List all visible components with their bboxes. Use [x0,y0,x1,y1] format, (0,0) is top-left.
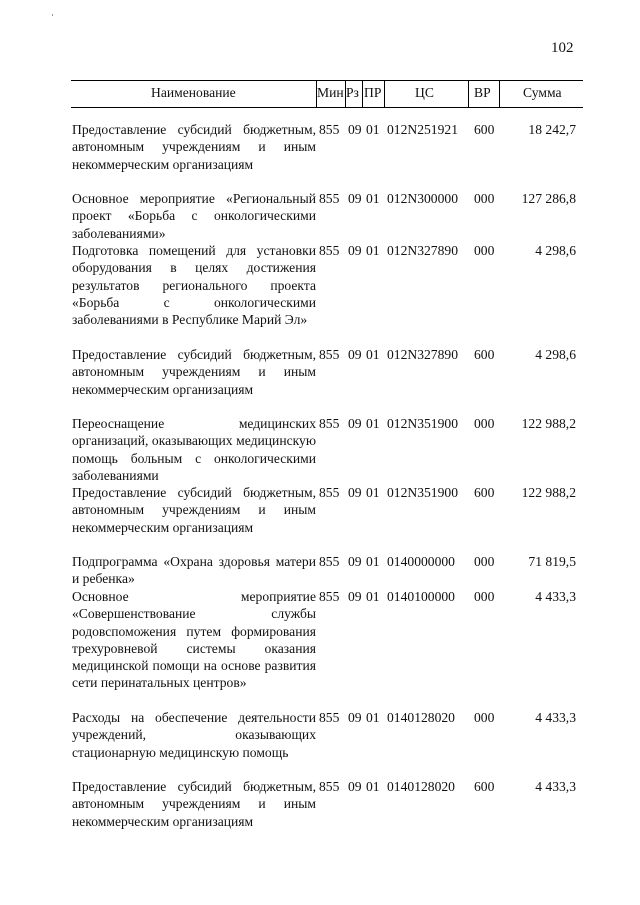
row-cs: 012N351900 [387,485,458,500]
header-cs: ЦС [415,85,434,100]
row-sum: 4 433,3 [535,589,576,604]
row-sum: 4 433,3 [535,779,576,794]
row-name: Подготовка помещений для установки оборудования в целях достижения результатов регионального проекта «Борьба с онкологическими заболеваниями в Республике Марий Эл» [72,243,316,328]
header-divider [499,81,500,107]
row-sum: 127 286,8 [521,191,576,206]
page-number: 102 [551,40,574,56]
row-cs: 0140128020 [387,779,455,794]
row-min: 855 [319,347,340,362]
row-cs: 012N327890 [387,243,458,258]
header-min: Мин [317,85,344,100]
row-cs: 012N251921 [387,122,458,137]
row-rz: 09 [348,416,362,431]
row-cs: 012N351900 [387,416,458,431]
header-sum: Сумма [523,85,562,100]
row-cs: 0140128020 [387,710,455,725]
row-rz: 09 [348,779,362,794]
row-vr: 000 [474,710,495,725]
row-pr: 01 [366,779,380,794]
row-vr: 000 [474,416,495,431]
row-vr: 000 [474,191,495,206]
header-name: Наименование [151,85,236,100]
row-cs: 012N300000 [387,191,458,206]
row-rz: 09 [348,347,362,362]
row-sum: 4 433,3 [535,710,576,725]
row-min: 855 [319,710,340,725]
row-name: Предоставление субсидий бюджетным, автономным учреждениям и иным некоммерческим организациям [72,485,316,535]
row-name: Расходы на обеспечение деятельности учреждений, оказывающих стационарную медицинскую помощь [72,710,316,760]
row-sum: 122 988,2 [521,416,576,431]
row-vr: 000 [474,243,495,258]
row-sum: 18 242,7 [528,122,576,137]
row-min: 855 [319,122,340,137]
row-min: 855 [319,191,340,206]
row-sum: 4 298,6 [535,347,576,362]
row-pr: 01 [366,416,380,431]
row-rz: 09 [348,710,362,725]
row-cs: 012N327890 [387,347,458,362]
row-pr: 01 [366,243,380,258]
row-min: 855 [319,779,340,794]
row-vr: 600 [474,122,495,137]
header-divider [362,81,363,107]
header-rz: Рз [346,85,359,100]
row-pr: 01 [366,485,380,500]
header-divider [384,81,385,107]
scan-mark [52,14,53,16]
row-rz: 09 [348,485,362,500]
row-min: 855 [319,589,340,604]
row-name: Переоснащение медицинских организаций, оказывающих медицинскую помощь больным с онкологическими заболеваниями [72,416,316,483]
row-min: 855 [319,243,340,258]
row-min: 855 [319,416,340,431]
row-name: Основное мероприятие «Региональный проект «Борьба с онкологическими заболеваниями» [72,191,316,241]
row-name: Подпрограмма «Охрана здоровья матери и ребенка» [72,554,316,587]
row-name: Предоставление субсидий бюджетным, автономным учреждениям и иным некоммерческим организациям [72,347,316,397]
row-min: 855 [319,485,340,500]
row-sum: 71 819,5 [528,554,576,569]
header-vr: ВР [474,85,491,100]
header-pr: ПР [364,85,382,100]
row-rz: 09 [348,554,362,569]
row-vr: 000 [474,554,495,569]
row-rz: 09 [348,243,362,258]
row-pr: 01 [366,191,380,206]
row-vr: 600 [474,779,495,794]
row-name: Предоставление субсидий бюджетным, автономным учреждениям и иным некоммерческим организациям [72,122,316,172]
row-vr: 600 [474,347,495,362]
row-name: Предоставление субсидий бюджетным, автономным учреждениям и иным некоммерческим организациям [72,779,316,829]
row-sum: 4 298,6 [535,243,576,258]
row-rz: 09 [348,191,362,206]
row-pr: 01 [366,554,380,569]
row-vr: 600 [474,485,495,500]
row-name: Основное мероприятие «Совершенствование службы родовспоможения путем формирования трехуровневой системы оказания медицинской помощи на основе развития сети перинатальных центров» [72,589,316,691]
row-sum: 122 988,2 [521,485,576,500]
row-pr: 01 [366,589,380,604]
row-min: 855 [319,554,340,569]
row-pr: 01 [366,122,380,137]
row-pr: 01 [366,347,380,362]
row-pr: 01 [366,710,380,725]
header-divider [468,81,469,107]
row-rz: 09 [348,589,362,604]
table-header [71,80,583,108]
row-rz: 09 [348,122,362,137]
row-cs: 0140000000 [387,554,455,569]
row-cs: 0140100000 [387,589,455,604]
row-vr: 000 [474,589,495,604]
